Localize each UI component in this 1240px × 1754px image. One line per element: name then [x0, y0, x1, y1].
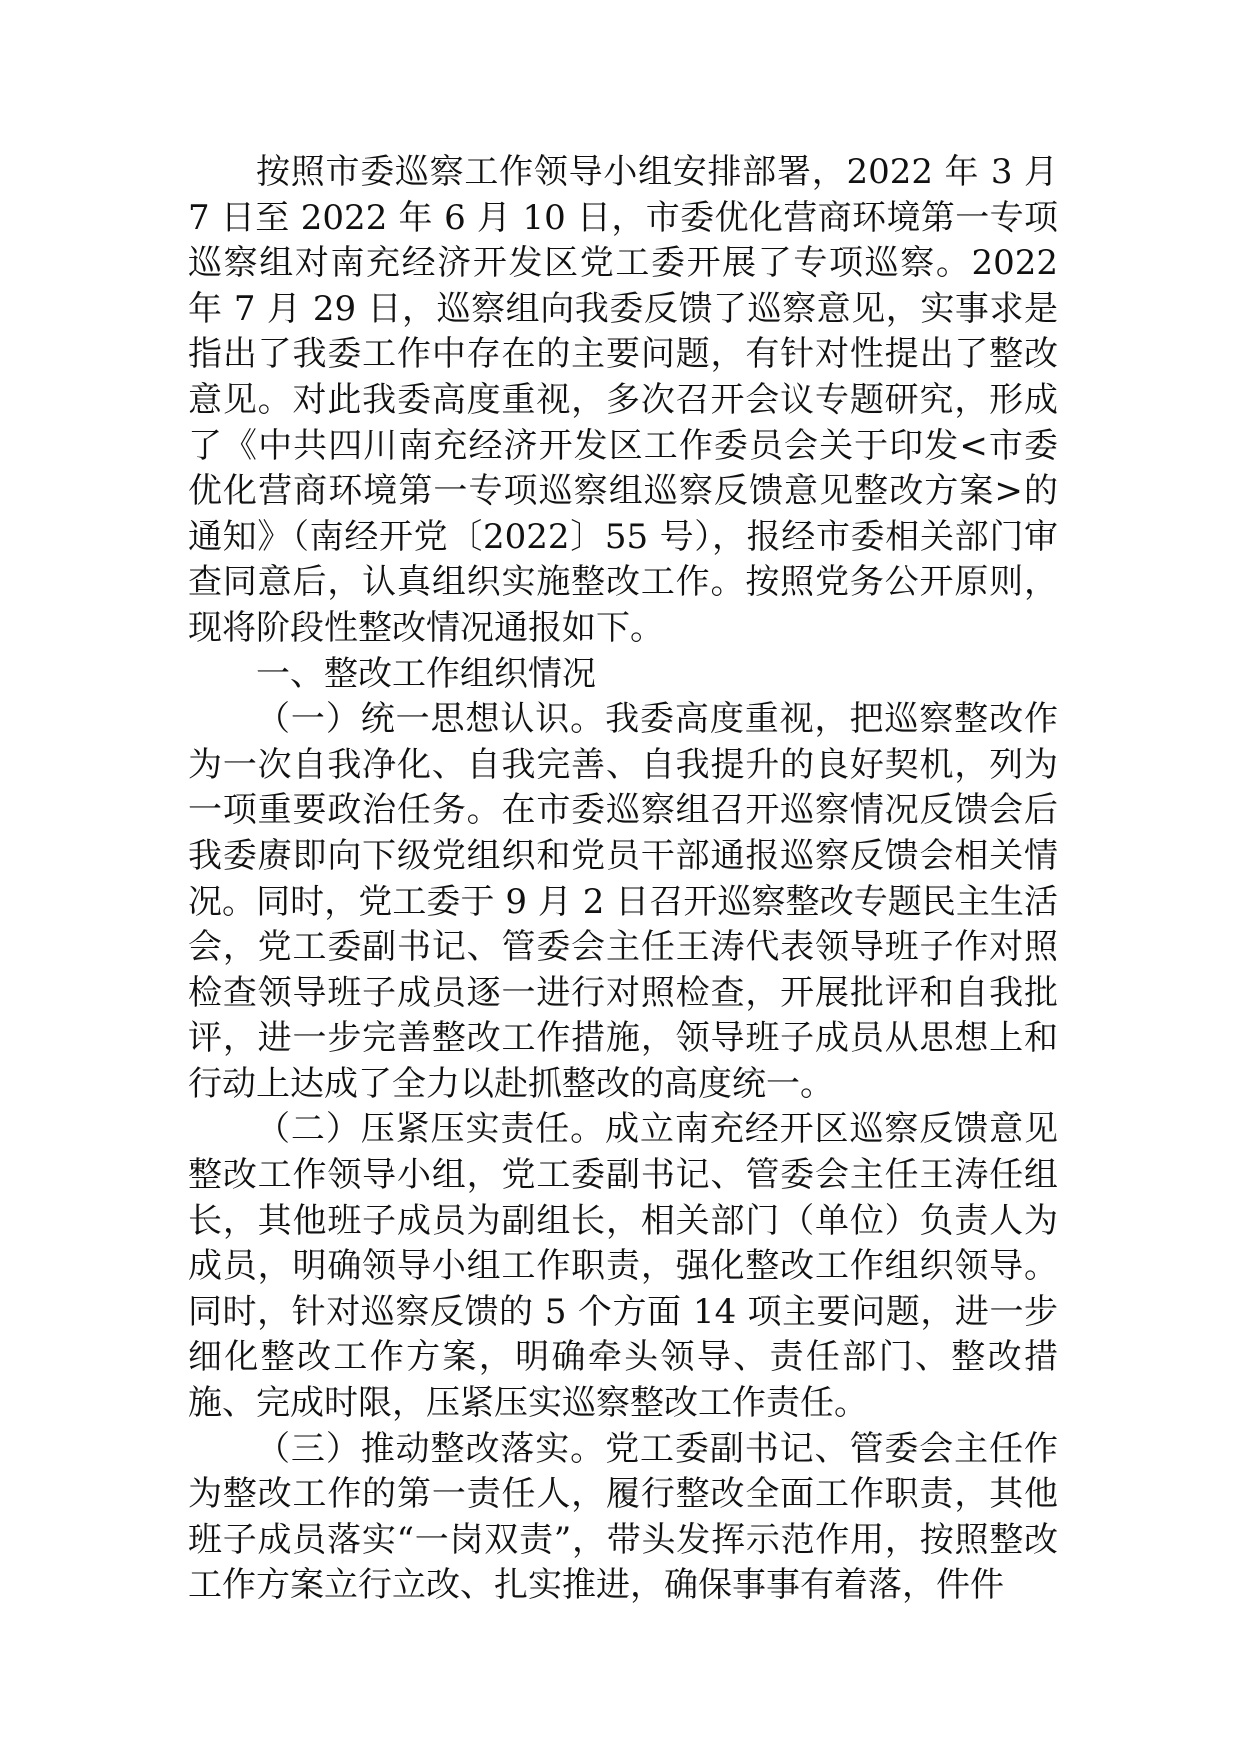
subsection-paragraph-3: （三）推动整改落实。党工委副书记、管委会主任作为整改工作的第一责任人，履行整改全面工作职责，其他班子成员落实“一岗双责”，带头发挥示范作用，按照整改工作方案立行立改、扎实推进，确保事事有着落，件件 — [188, 1428, 1058, 1606]
subsection-paragraph-1: （一）统一思想认识。我委高度重视，把巡察整改作为一次自我净化、自我完善、自我提升的良好契机，列为一项重要政治任务。在市委巡察组召开巡察情况反馈会后我委赓即向下级党组织和党员干部通报巡察反馈会相关情况。同时，党工委于 9 月 2 日召开巡察整改专题民主生活会，党工委副书记、管委会主任王涛代表领导班子作对照检查领导班子成员逐一进行对照检查，开展批评和自我批评，进一步完善整改工作措施，领导班子成员从思想上和行动上达成了全力以赴抓整改的高度统一。 — [188, 699, 1058, 1104]
intro-paragraph: 按照市委巡察工作领导小组安排部署，2022 年 3 月 7 日至 2022 年 6 月 10 日，市委优化营商环境第一专项巡察组对南充经济开发区党工委开展了专项巡察。2022 年 7 月 29 日，巡察组向我委反馈了巡察意见，实事求是指出了我委工作中存在的主要问题，有针对性提出了整改意见。对此我委高度重视，多次召开会议专题研究，形成了《中共四川南充经济开发区工作委员会关于印发<市委优化营商环境第一专项巡察组巡察反馈意见整改方案>的通知》（南经开党〔2022〕55 号），报经市委相关部门审查同意后，认真组织实施整改工作。按照党务公开原则，现将阶段性整改情况通报如下。 — [188, 152, 1058, 648]
section-heading: 一、整改工作组织情况 — [256, 653, 596, 694]
document-body — [188, 150, 1058, 1609]
subsection-paragraph-2: （二）压紧压实责任。成立南充经开区巡察反馈意见整改工作领导小组，党工委副书记、管委会主任王涛任组长，其他班子成员为副组长，相关部门（单位）负责人为成员，明确领导小组工作职责，强化整改工作组织领导。同时，针对巡察反馈的 5 个方面 14 项主要问题，进一步细化整改工作方案，明确牵头领导、责任部门、整改措施、完成时限，压紧压实巡察整改工作责任。 — [188, 1109, 1058, 1424]
